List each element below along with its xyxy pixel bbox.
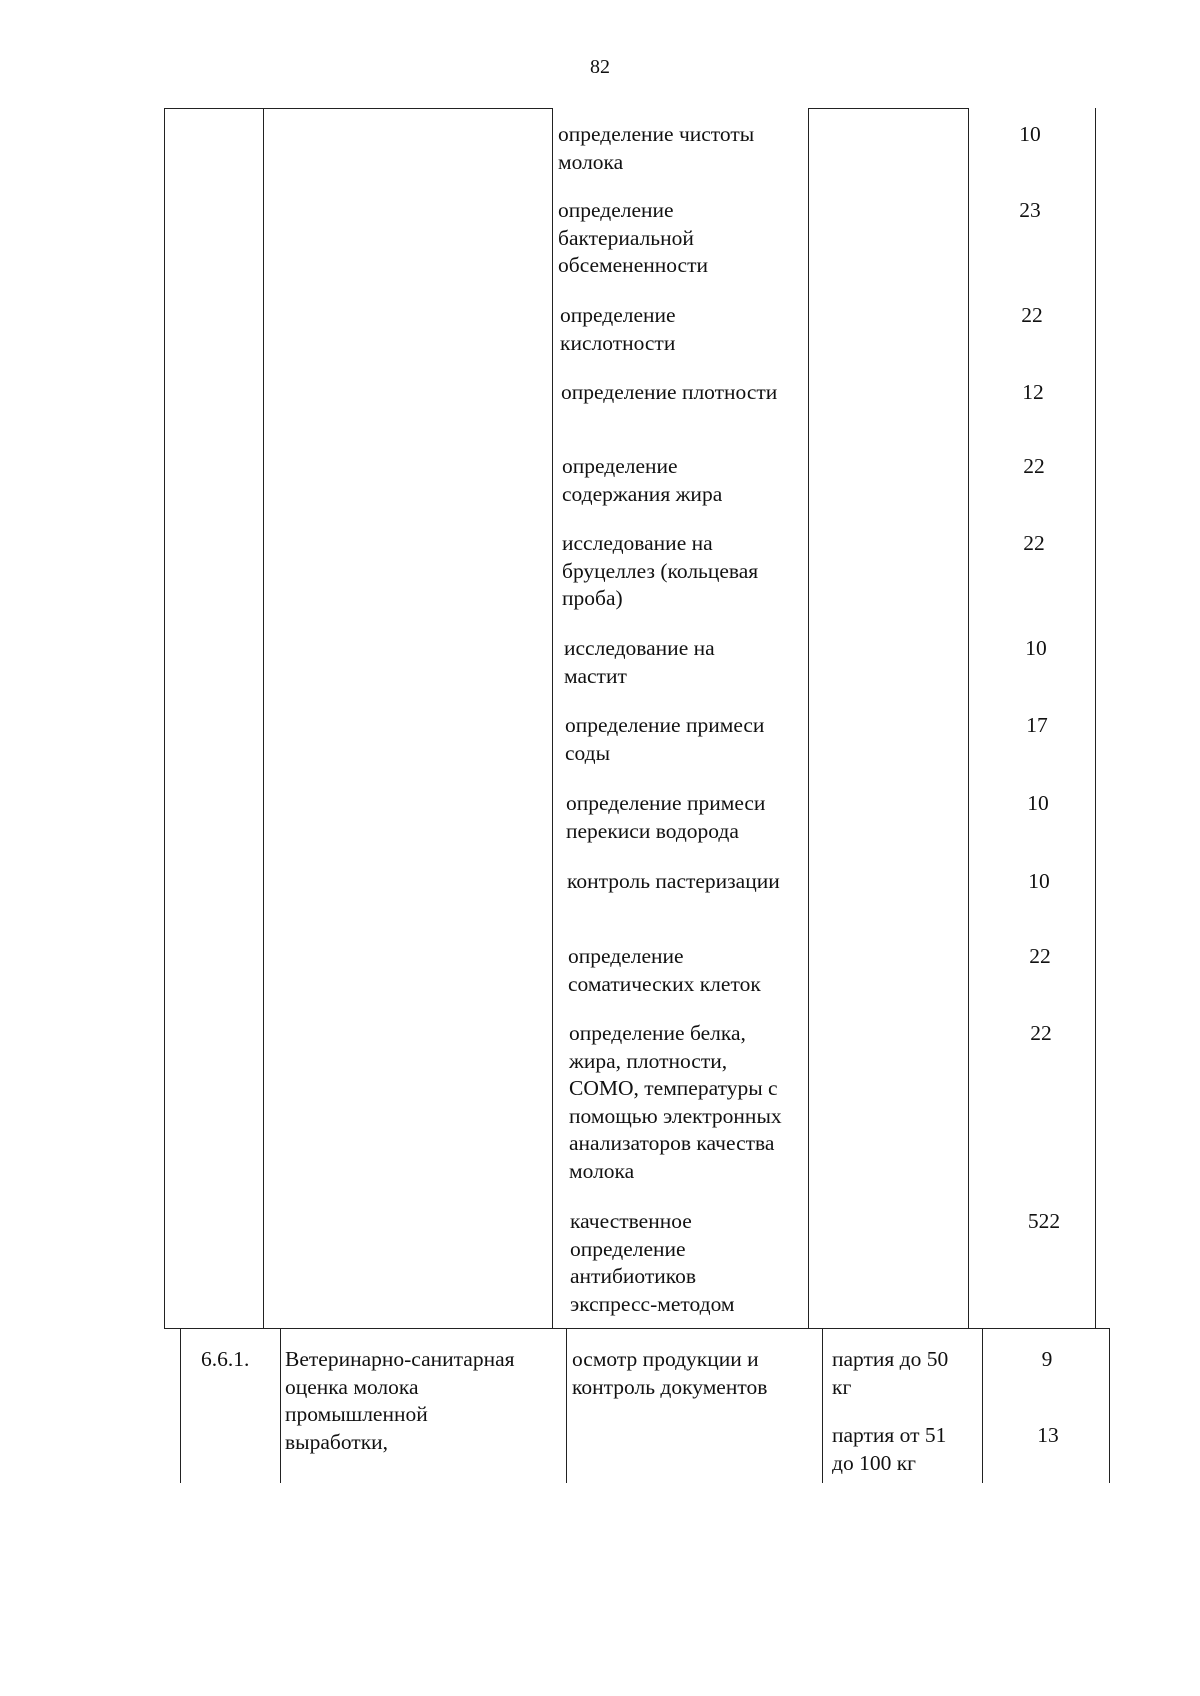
- service-cell: определение примеси соды: [565, 713, 765, 765]
- col-line-3b: [566, 1328, 567, 1483]
- service-cell: осмотр продукции и контроль документов: [572, 1347, 768, 1399]
- col-line-4: [808, 108, 809, 1328]
- service-cell: определение плотности: [561, 380, 778, 404]
- service-cell: исследование на мастит: [564, 636, 715, 688]
- item-number: 6.6.1.: [201, 1347, 250, 1371]
- service-cell: контроль пастеризации: [567, 869, 780, 893]
- col-line-1b: [180, 1328, 181, 1483]
- table-top-border: [164, 108, 552, 109]
- item-name: Ветеринарно-санитарная оценка молока промышленной выработки,: [285, 1347, 515, 1454]
- value-cell: 10: [1019, 122, 1041, 146]
- service-cell: исследование на бруцеллез (кольцевая проба): [562, 531, 759, 610]
- value-cell: 23: [1019, 198, 1041, 222]
- value-cell: 22: [1023, 454, 1045, 478]
- value-cell: 10: [1027, 791, 1049, 815]
- unit-cell: партия от 51 до 100 кг: [832, 1423, 947, 1475]
- col-line-3: [552, 108, 553, 1328]
- service-cell: определение бактериальной обсемененности: [558, 198, 708, 277]
- service-cell: определение содержания жира: [562, 454, 723, 506]
- col-line-5: [968, 108, 969, 1328]
- service-cell: определение соматических клеток: [568, 944, 761, 996]
- col-line-2: [263, 108, 264, 1328]
- service-cell: определение примеси перекиси водорода: [566, 791, 766, 843]
- value-cell: 22: [1030, 1021, 1052, 1045]
- value-cell: 522: [1027, 1209, 1061, 1233]
- col-line-2b: [280, 1328, 281, 1483]
- col-line-6b: [1109, 1328, 1110, 1483]
- service-cell: определение кислотности: [560, 303, 676, 355]
- value-cell: 22: [1029, 944, 1051, 968]
- col-line-6: [1095, 108, 1096, 1328]
- value-cell: 13: [1037, 1423, 1059, 1447]
- unit-cell: партия до 50 кг: [832, 1347, 949, 1399]
- value-cell: 12: [1022, 380, 1044, 404]
- value-cell: 9: [1041, 1347, 1053, 1371]
- col-line-5b: [982, 1328, 983, 1483]
- value-cell: 10: [1025, 636, 1047, 660]
- row-separator: [164, 1328, 1110, 1329]
- value-cell: 22: [1023, 531, 1045, 555]
- service-cell: определение белка, жира, плотности, СОМО, температуры с помощью электронных анализаторов качества молока: [569, 1021, 782, 1183]
- service-cell: определение чистоты молока: [558, 122, 755, 174]
- value-cell: 17: [1026, 713, 1048, 737]
- col-line-1: [164, 108, 165, 1328]
- value-cell: 22: [1021, 303, 1043, 327]
- table-top-border-unit: [808, 108, 968, 109]
- page-number: 82: [590, 56, 610, 78]
- col-line-4b: [822, 1328, 823, 1483]
- value-cell: 10: [1028, 869, 1050, 893]
- service-cell: качественное определение антибиотиков экспресс-методом: [570, 1209, 735, 1316]
